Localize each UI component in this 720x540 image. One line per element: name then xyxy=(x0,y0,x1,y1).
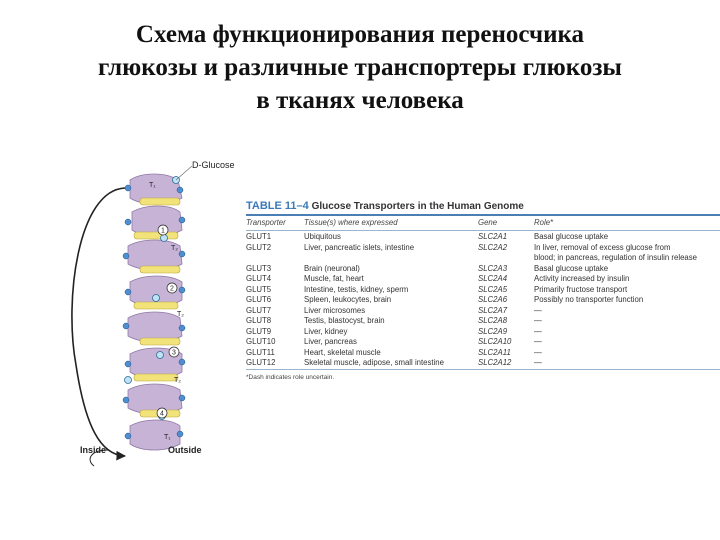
cell-transporter: GLUT5 xyxy=(246,284,272,294)
cell-tissues: Liver, pancreatic islets, intestine xyxy=(304,242,415,252)
cell-tissues xyxy=(304,253,478,264)
cell-role: Primarily fructose transport xyxy=(534,284,628,294)
table-row xyxy=(246,243,720,254)
table-footnote: *Dash indicates role uncertain. xyxy=(246,373,335,381)
cell-transporter: GLUT7 xyxy=(246,305,272,315)
cell-gene: SLC2A4 xyxy=(478,274,508,283)
cell-transporter: GLUT1 xyxy=(246,232,272,241)
cell-gene: SLC2A5 xyxy=(478,284,508,294)
header-rule xyxy=(246,230,720,231)
title-line: Схема функционирования переносчика xyxy=(135,21,585,48)
cell-gene: SLC2A6 xyxy=(478,295,508,304)
cell-transporter: GLUT4 xyxy=(246,274,272,283)
cell-role: — xyxy=(534,305,542,315)
cell-role: — xyxy=(534,326,542,336)
cell-gene: SLC2A7 xyxy=(478,305,508,315)
table-row xyxy=(246,232,720,243)
cell-gene: SLC2A1 xyxy=(478,232,508,241)
state-label: T₁ xyxy=(149,182,156,189)
step-number: 4 xyxy=(160,410,164,418)
outside-label: Outside xyxy=(168,445,202,455)
slide-title xyxy=(20,18,700,117)
table-row xyxy=(246,264,720,275)
title-line: в тканях человека xyxy=(256,87,464,114)
header-gene: Gene xyxy=(478,218,498,227)
cell-tissues: Skeletal muscle, adipose, small intestine xyxy=(304,358,444,367)
cell-role: blood; in pancreas, regulation of insulin release xyxy=(534,253,697,262)
cell-gene: SLC2A10 xyxy=(478,337,512,346)
table-number: TABLE 11–4 xyxy=(246,200,309,212)
table-name: Glucose Transporters in the Human Genome xyxy=(311,201,524,212)
cell-tissues: Ubiquitous xyxy=(304,232,341,241)
table-row xyxy=(246,348,720,359)
table-row xyxy=(246,274,720,285)
header-tissues: Tissue(s) where expressed xyxy=(304,218,398,227)
cycle-arrow xyxy=(72,188,125,456)
cell-transporter: GLUT9 xyxy=(246,326,272,336)
cell-tissues: Heart, skeletal muscle xyxy=(304,347,381,357)
cell-role: Possibly no transporter function xyxy=(534,295,644,304)
cell-gene xyxy=(478,253,534,264)
cell-role: — xyxy=(534,347,542,357)
cell-transporter: GLUT6 xyxy=(246,295,272,304)
glucose-transporters-table-panel xyxy=(246,200,720,381)
transporter-stack xyxy=(123,174,185,450)
cell-role: Basal glucose uptake xyxy=(534,263,609,273)
cell-role: Basal glucose uptake xyxy=(534,232,609,241)
table-row xyxy=(246,316,720,327)
header-transporter: Transporter xyxy=(246,218,286,227)
glucose-transporter-cycle-diagram xyxy=(70,150,250,475)
glucose-label: D-Glucose xyxy=(192,160,235,170)
header-role: Role* xyxy=(534,218,554,227)
table-row xyxy=(246,358,720,369)
table-row xyxy=(246,306,720,317)
cell-gene: SLC2A3 xyxy=(478,263,508,273)
cell-tissues: Brain (neuronal) xyxy=(304,263,360,273)
step-number: 3 xyxy=(172,349,176,357)
cell-tissues: Spleen, leukocytes, brain xyxy=(304,295,392,304)
cell-tissues: Muscle, fat, heart xyxy=(304,274,364,283)
table-bottom-rule xyxy=(246,369,720,370)
cell-tissues: Liver, kidney xyxy=(304,326,348,336)
state-label: T₁ xyxy=(164,434,171,441)
cell-role: In liver, removal of excess glucose from xyxy=(534,242,671,252)
cell-transporter: GLUT12 xyxy=(246,358,276,367)
table-header-row xyxy=(246,216,720,230)
table-row xyxy=(246,295,720,306)
cell-gene: SLC2A9 xyxy=(478,326,508,336)
step-number: 1 xyxy=(161,227,165,235)
glucose-transporters-table xyxy=(246,216,720,369)
table-body xyxy=(246,232,720,369)
table-caption xyxy=(246,200,720,212)
cell-transporter xyxy=(246,253,304,264)
title-line: глюкозы и различные транспортеры глюкозы xyxy=(98,54,622,81)
table-row xyxy=(246,337,720,348)
state-label: T₂ xyxy=(177,311,184,318)
glucose-pointer xyxy=(176,166,192,180)
cell-transporter: GLUT8 xyxy=(246,316,272,325)
table-row xyxy=(246,253,720,264)
inside-label: Inside xyxy=(80,445,107,455)
cell-transporter: GLUT3 xyxy=(246,263,272,273)
cell-gene: SLC2A8 xyxy=(478,316,508,325)
cell-gene: SLC2A12 xyxy=(478,358,512,367)
cell-transporter: GLUT10 xyxy=(246,337,276,346)
cell-tissues: Liver microsomes xyxy=(304,305,366,315)
cell-gene: SLC2A2 xyxy=(478,242,508,252)
state-label: T₂ xyxy=(174,377,181,384)
cell-role: — xyxy=(534,337,542,346)
cell-transporter: GLUT2 xyxy=(246,242,272,252)
table-row xyxy=(246,285,720,296)
cell-tissues: Testis, blastocyst, brain xyxy=(304,316,385,325)
cell-transporter: GLUT11 xyxy=(246,347,275,357)
step-number: 2 xyxy=(170,285,174,293)
cell-role: — xyxy=(534,358,542,367)
cell-gene: SLC2A11 xyxy=(478,347,511,357)
cell-tissues: Liver, pancreas xyxy=(304,337,357,346)
state-label: T₂ xyxy=(171,245,178,252)
cell-role: — xyxy=(534,316,542,325)
transporter-helices xyxy=(128,174,182,450)
cell-role: Activity increased by insulin xyxy=(534,274,630,283)
table-row xyxy=(246,327,720,338)
cell-tissues: Intestine, testis, kidney, sperm xyxy=(304,284,409,294)
